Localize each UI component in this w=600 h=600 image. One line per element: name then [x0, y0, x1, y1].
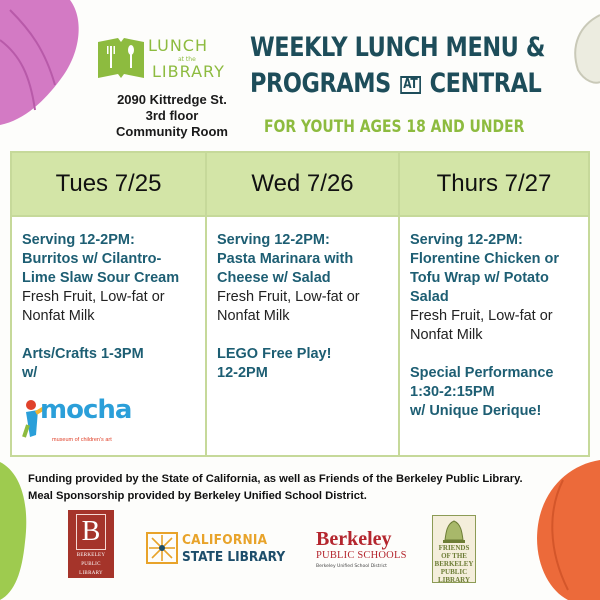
mocha-tagline: museum of children's art	[52, 437, 112, 443]
day-heading: Tues 7/25	[12, 153, 205, 217]
bell-tower-icon	[433, 518, 475, 546]
bpl-mark: B	[76, 514, 106, 550]
sides-text: Fresh Fruit, Low-fat or	[410, 308, 553, 324]
bpl-text: LIBRARY	[79, 571, 103, 576]
orange-blob-decoration	[488, 440, 600, 600]
title-line-1: WEEKLY LUNCH MENU &	[250, 32, 545, 63]
sides-text: Nonfat Milk	[22, 308, 95, 324]
day-column-tuesday	[12, 153, 205, 455]
title-at-badge: AT	[400, 76, 421, 94]
day-heading: Wed 7/26	[207, 153, 398, 217]
program-text: Special Performance	[410, 365, 554, 381]
fobpl-text-line: OF THE	[441, 552, 467, 560]
leaf-sketch-decoration	[560, 10, 600, 90]
california-state-library-logo	[146, 530, 286, 570]
day-heading: Thurs 7/27	[400, 153, 588, 217]
day-content	[12, 217, 205, 441]
logo-text-lunch: LUNCH	[148, 36, 208, 55]
mocha-logo	[22, 395, 132, 441]
address-room: Community Room	[116, 124, 228, 139]
address-street: 2090 Kittredge St.	[117, 92, 227, 107]
logo-text-at-the: at the	[178, 56, 196, 63]
book-utensils-icon	[96, 34, 146, 82]
serving-time: Serving 12-2PM:	[410, 232, 523, 248]
logo-text-library: LIBRARY	[152, 62, 225, 81]
day-content	[207, 217, 398, 383]
fobpl-text-line: BERKELEY	[434, 560, 474, 568]
pink-blob-decoration	[0, 0, 90, 130]
program-text: w/	[22, 365, 38, 381]
menu-item: Florentine Chicken or	[410, 251, 560, 267]
title-central: CENTRAL	[429, 68, 542, 99]
serving-time: Serving 12-2PM:	[22, 232, 135, 248]
page-subtitle: FOR YOUTH AGES 18 AND UNDER	[264, 117, 525, 137]
berkeley-public-schools-logo	[316, 528, 408, 570]
program-text: 1:30-2:15PM	[410, 384, 495, 400]
program-text: Arts/Crafts 1-3PM	[22, 346, 144, 362]
sunburst-icon	[146, 532, 178, 564]
address-block	[102, 92, 242, 140]
day-column-wednesday	[205, 153, 398, 455]
menu-item: Lime Slaw Sour Cream	[22, 270, 180, 286]
title-line-2	[250, 66, 542, 102]
program-text: 12-2PM	[217, 365, 268, 381]
title-programs: PROGRAMS	[250, 68, 391, 99]
menu-item: Salad	[410, 289, 449, 305]
bpl-text: PUBLIC	[81, 562, 101, 567]
fobpl-text-line: FRIENDS	[438, 544, 470, 552]
fobpl-text-line: LIBRARY	[437, 576, 471, 584]
menu-item: Pasta Marinara with	[217, 251, 354, 267]
sides-text: Fresh Fruit, Low-fat or	[217, 289, 360, 305]
berkeley-public-library-logo	[68, 510, 114, 578]
mocha-wordmark: mocha	[40, 395, 132, 425]
csl-line-1: CALIFORNIA	[182, 532, 268, 548]
bps-line-3: Berkeley Unified School District	[316, 564, 387, 569]
sponsorship-line: Meal Sponsorship provided by Berkeley Unified School District.	[28, 490, 367, 502]
fobpl-text	[433, 544, 475, 584]
day-content	[400, 217, 588, 421]
menu-table	[10, 151, 590, 457]
sides-text: Nonfat Milk	[410, 327, 483, 343]
lunch-at-the-library-logo	[96, 34, 246, 84]
fobpl-text-line: PUBLIC	[440, 568, 468, 576]
menu-item: Tofu Wrap w/ Potato	[410, 270, 549, 286]
serving-time: Serving 12-2PM:	[217, 232, 330, 248]
bpl-text: BERKELEY	[76, 553, 106, 558]
day-column-thursday	[398, 153, 588, 455]
funding-note	[28, 471, 588, 505]
sides-text: Fresh Fruit, Low-fat or	[22, 289, 165, 305]
address-floor: 3rd floor	[145, 108, 199, 123]
csl-line-2: STATE LIBRARY	[182, 549, 286, 565]
program-text: LEGO Free Play!	[217, 346, 332, 362]
program-text: w/ Unique Derique!	[410, 403, 542, 419]
bps-line-1: Berkeley	[316, 528, 392, 550]
menu-item: Cheese w/ Salad	[217, 270, 331, 286]
page-title	[250, 30, 545, 102]
funding-line: Funding provided by the State of California, as well as Friends of the Berkeley Public Library.	[28, 473, 523, 485]
bps-line-2: PUBLIC SCHOOLS	[316, 550, 407, 561]
friends-of-bpl-logo	[432, 515, 476, 583]
sides-text: Nonfat Milk	[217, 308, 290, 324]
menu-item: Burritos w/ Cilantro-	[22, 251, 162, 267]
